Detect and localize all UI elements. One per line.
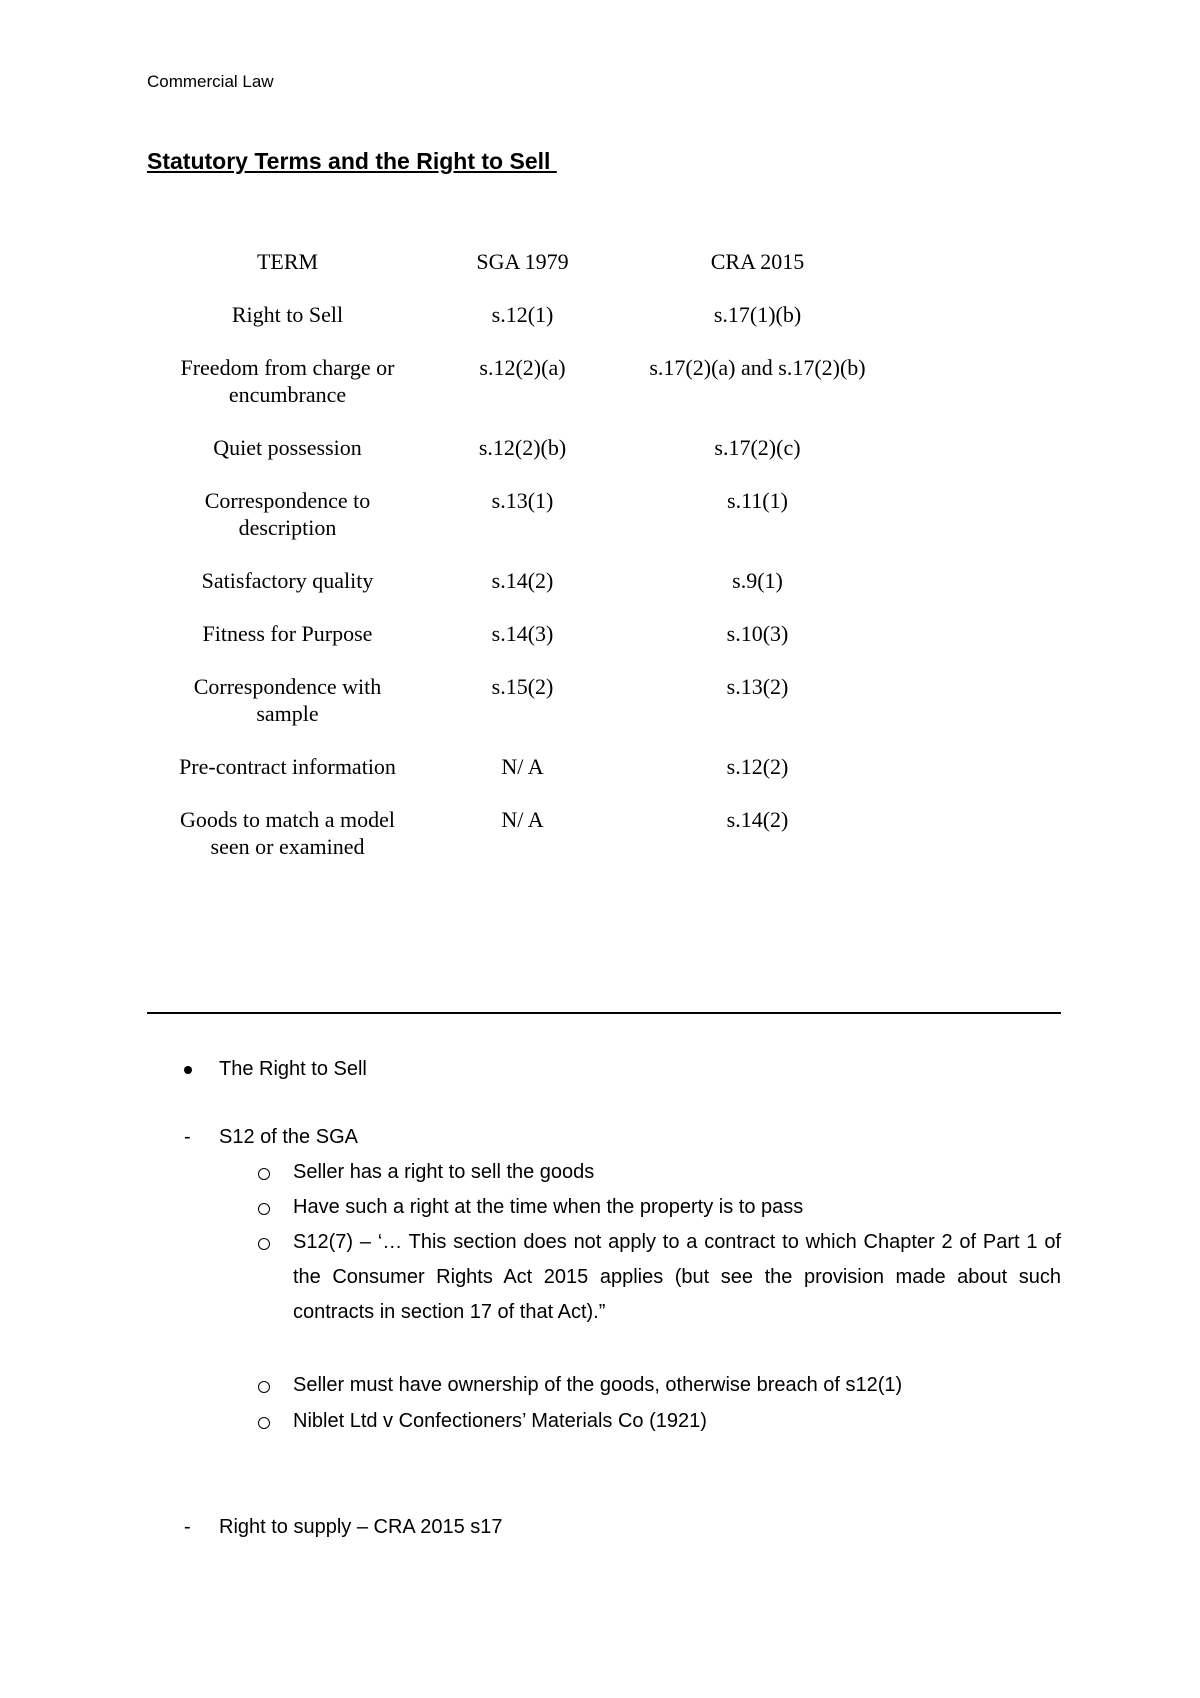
cra-cell: s.17(2)(c)	[714, 435, 801, 460]
cra-cell: s.14(2)	[726, 807, 789, 832]
circle-bullet-icon	[258, 1238, 270, 1250]
page-title: Statutory Terms and the Right to Sell	[147, 148, 557, 174]
sga-cell: N/ A	[501, 754, 544, 779]
sga-cell: s.12(1)	[491, 302, 554, 327]
table-row	[170, 567, 875, 620]
cra-cell: s.17(1)(b)	[713, 302, 802, 327]
term-cell: Correspondence with sample	[193, 674, 382, 726]
table-row	[170, 753, 875, 806]
dash-item-text: Right to supply – CRA 2015 s17	[219, 1516, 503, 1538]
term-cell: Correspondence to description	[204, 488, 371, 540]
term-cell: Goods to match a model seen or examined	[179, 807, 396, 859]
sga-cell: s.12(2)(b)	[478, 435, 567, 460]
sga-cell: s.15(2)	[491, 674, 554, 699]
sub-item-text: Have such a right at the time when the property is to pass	[293, 1196, 804, 1218]
table-row	[170, 434, 875, 487]
circle-bullet-icon	[258, 1381, 270, 1393]
horizontal-divider	[147, 1012, 1061, 1014]
table-header-row	[170, 248, 875, 301]
term-cell: Quiet possession	[213, 435, 362, 460]
table-row	[170, 301, 875, 354]
cra-cell: s.10(3)	[726, 621, 789, 646]
table-row	[170, 487, 875, 567]
table-row	[170, 620, 875, 673]
term-cell: Right to Sell	[231, 302, 344, 327]
table-header-cra: CRA 2015	[710, 249, 805, 274]
sga-cell: s.12(2)(a)	[479, 355, 566, 380]
bullet-icon	[184, 1066, 192, 1074]
table-row	[170, 354, 875, 434]
term-cell: Fitness for Purpose	[202, 621, 373, 646]
sga-cell: N/ A	[501, 807, 544, 832]
table-row	[170, 673, 875, 753]
cra-cell: s.17(2)(a) and s.17(2)(b)	[649, 355, 866, 380]
running-header: Commercial Law	[147, 72, 274, 91]
dash-item-text: S12 of the SGA	[219, 1126, 358, 1148]
term-cell: Freedom from charge or encumbrance	[180, 355, 395, 407]
sga-cell: s.14(2)	[491, 568, 554, 593]
table-header-term: TERM	[256, 249, 319, 274]
circle-bullet-icon	[258, 1203, 270, 1215]
sub-item-text: Seller must have ownership of the goods, otherwise breach of s12(1)	[293, 1374, 903, 1396]
term-cell: Pre-contract information	[179, 754, 396, 779]
bullet-heading: The Right to Sell	[219, 1058, 367, 1080]
sga-cell: s.13(1)	[491, 488, 554, 513]
cra-cell: s.11(1)	[727, 488, 788, 513]
circle-bullet-icon	[258, 1417, 270, 1429]
dash-icon: -	[184, 1126, 191, 1148]
cra-cell: s.12(2)	[726, 754, 789, 779]
statutory-terms-table	[170, 248, 875, 886]
term-cell: Satisfactory quality	[201, 568, 374, 593]
circle-bullet-icon	[258, 1168, 270, 1180]
table-header-sga: SGA 1979	[476, 249, 569, 274]
cra-cell: s.13(2)	[726, 674, 789, 699]
sub-item-text: Seller has a right to sell the goods	[293, 1161, 595, 1183]
sub-item-quote: S12(7) – ‘… This section does not apply to a contract to which Chapter 2 of Part 1 of the Consumer Rights Act 2015 applies (but see the provision made about such contracts in section 17 of that Act).”	[293, 1231, 1061, 1323]
sga-cell: s.14(3)	[491, 621, 554, 646]
table-row	[170, 806, 875, 886]
cra-cell: s.9(1)	[732, 568, 783, 593]
dash-icon: -	[184, 1516, 191, 1538]
sub-item-case: Niblet Ltd v Confectioners’ Materials Co (1921)	[293, 1410, 707, 1432]
